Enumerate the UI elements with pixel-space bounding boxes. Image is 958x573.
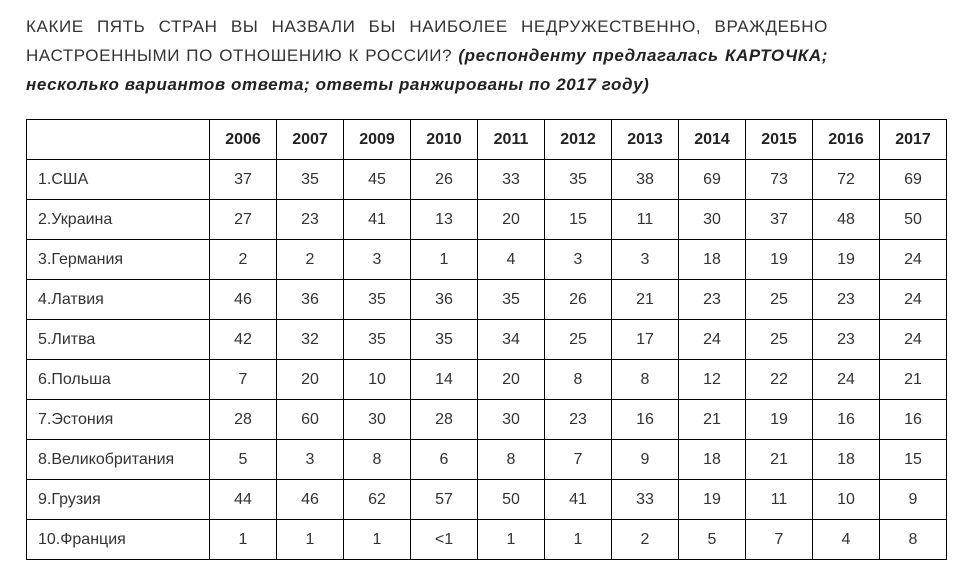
- year-header-2017: 2017: [880, 120, 947, 160]
- value-cell: 21: [679, 400, 746, 440]
- value-cell: 41: [344, 200, 411, 240]
- value-cell: 17: [612, 320, 679, 360]
- question-text: КАКИЕ ПЯТЬ СТРАН ВЫ НАЗВАЛИ БЫ НАИБОЛЕЕ НЕДРУЖЕСТВЕННО, ВРАЖДЕБНО НАСТРОЕННЫМИ ПО ОТНОШЕНИЮ К РОССИИ?: [26, 17, 828, 65]
- country-cell: 9.Грузия: [27, 480, 210, 520]
- value-cell: 16: [880, 400, 947, 440]
- value-cell: 25: [545, 320, 612, 360]
- value-cell: 36: [277, 280, 344, 320]
- year-header-2014: 2014: [679, 120, 746, 160]
- value-cell: 1: [478, 520, 545, 560]
- value-cell: 23: [277, 200, 344, 240]
- value-cell: 12: [679, 360, 746, 400]
- table-row: [27, 480, 947, 520]
- value-cell: 5: [210, 440, 277, 480]
- value-cell: 13: [411, 200, 478, 240]
- table-row: [27, 360, 947, 400]
- value-cell: 6: [411, 440, 478, 480]
- year-header-2012: 2012: [545, 120, 612, 160]
- value-cell: 37: [210, 160, 277, 200]
- value-cell: 9: [612, 440, 679, 480]
- value-cell: 38: [612, 160, 679, 200]
- table-row: [27, 280, 947, 320]
- value-cell: 10: [813, 480, 880, 520]
- value-cell: 8: [612, 360, 679, 400]
- value-cell: 3: [545, 240, 612, 280]
- year-header-2010: 2010: [411, 120, 478, 160]
- value-cell: 3: [612, 240, 679, 280]
- value-cell: 19: [813, 240, 880, 280]
- value-cell: 35: [344, 280, 411, 320]
- year-header-2006: 2006: [210, 120, 277, 160]
- value-cell: 8: [880, 520, 947, 560]
- value-cell: 8: [344, 440, 411, 480]
- header-corner-cell: [27, 120, 210, 160]
- value-cell: 1: [411, 240, 478, 280]
- table-row: [27, 400, 947, 440]
- year-header-2015: 2015: [746, 120, 813, 160]
- value-cell: 2: [277, 240, 344, 280]
- country-cell: 1.США: [27, 160, 210, 200]
- value-cell: 10: [344, 360, 411, 400]
- value-cell: 72: [813, 160, 880, 200]
- value-cell: 20: [277, 360, 344, 400]
- year-header-2011: 2011: [478, 120, 545, 160]
- value-cell: 4: [478, 240, 545, 280]
- value-cell: 1: [344, 520, 411, 560]
- table-row: [27, 520, 947, 560]
- header-row: [27, 120, 947, 160]
- value-cell: 35: [344, 320, 411, 360]
- value-cell: 24: [813, 360, 880, 400]
- value-cell: 35: [411, 320, 478, 360]
- value-cell: 33: [478, 160, 545, 200]
- value-cell: 37: [746, 200, 813, 240]
- value-cell: 48: [813, 200, 880, 240]
- value-cell: 21: [880, 360, 947, 400]
- country-cell: 6.Польша: [27, 360, 210, 400]
- value-cell: 26: [411, 160, 478, 200]
- table-row: [27, 440, 947, 480]
- value-cell: 9: [880, 480, 947, 520]
- value-cell: 18: [679, 240, 746, 280]
- value-cell: 2: [612, 520, 679, 560]
- value-cell: 4: [813, 520, 880, 560]
- value-cell: 21: [612, 280, 679, 320]
- value-cell: 57: [411, 480, 478, 520]
- value-cell: 34: [478, 320, 545, 360]
- value-cell: 35: [545, 160, 612, 200]
- country-cell: 4.Латвия: [27, 280, 210, 320]
- country-cell: 3.Германия: [27, 240, 210, 280]
- value-cell: 24: [880, 240, 947, 280]
- year-header-2009: 2009: [344, 120, 411, 160]
- value-cell: 73: [746, 160, 813, 200]
- value-cell: 50: [880, 200, 947, 240]
- value-cell: 30: [344, 400, 411, 440]
- value-cell: 5: [679, 520, 746, 560]
- year-header-2013: 2013: [612, 120, 679, 160]
- value-cell: 41: [545, 480, 612, 520]
- value-cell: 28: [210, 400, 277, 440]
- year-header-2007: 2007: [277, 120, 344, 160]
- value-cell: 3: [344, 240, 411, 280]
- country-cell: 10.Франция: [27, 520, 210, 560]
- value-cell: 23: [813, 320, 880, 360]
- value-cell: 21: [746, 440, 813, 480]
- value-cell: 24: [880, 280, 947, 320]
- value-cell: <1: [411, 520, 478, 560]
- value-cell: 3: [277, 440, 344, 480]
- value-cell: 62: [344, 480, 411, 520]
- value-cell: 14: [411, 360, 478, 400]
- value-cell: 1: [545, 520, 612, 560]
- value-cell: 24: [880, 320, 947, 360]
- value-cell: 30: [679, 200, 746, 240]
- country-cell: 5.Литва: [27, 320, 210, 360]
- value-cell: 23: [813, 280, 880, 320]
- value-cell: 19: [746, 400, 813, 440]
- value-cell: 11: [746, 480, 813, 520]
- value-cell: 24: [679, 320, 746, 360]
- country-cell: 8.Великобритания: [27, 440, 210, 480]
- value-cell: 20: [478, 200, 545, 240]
- value-cell: 25: [746, 280, 813, 320]
- value-cell: 42: [210, 320, 277, 360]
- value-cell: 1: [277, 520, 344, 560]
- survey-question: [26, 12, 828, 99]
- value-cell: 46: [277, 480, 344, 520]
- value-cell: 27: [210, 200, 277, 240]
- year-header-2016: 2016: [813, 120, 880, 160]
- table-row: [27, 320, 947, 360]
- value-cell: 16: [612, 400, 679, 440]
- value-cell: 15: [880, 440, 947, 480]
- value-cell: 36: [411, 280, 478, 320]
- value-cell: 50: [478, 480, 545, 520]
- value-cell: 2: [210, 240, 277, 280]
- country-cell: 2.Украина: [27, 200, 210, 240]
- value-cell: 69: [880, 160, 947, 200]
- value-cell: 11: [612, 200, 679, 240]
- value-cell: 44: [210, 480, 277, 520]
- table-row: [27, 240, 947, 280]
- value-cell: 23: [545, 400, 612, 440]
- value-cell: 46: [210, 280, 277, 320]
- value-cell: 19: [679, 480, 746, 520]
- value-cell: 16: [813, 400, 880, 440]
- value-cell: 20: [478, 360, 545, 400]
- value-cell: 7: [545, 440, 612, 480]
- value-cell: 69: [679, 160, 746, 200]
- value-cell: 30: [478, 400, 545, 440]
- results-table: [26, 119, 947, 560]
- value-cell: 8: [478, 440, 545, 480]
- value-cell: 60: [277, 400, 344, 440]
- value-cell: 28: [411, 400, 478, 440]
- country-cell: 7.Эстония: [27, 400, 210, 440]
- value-cell: 1: [210, 520, 277, 560]
- value-cell: 15: [545, 200, 612, 240]
- table-body: [27, 160, 947, 560]
- value-cell: 19: [746, 240, 813, 280]
- table-row: [27, 200, 947, 240]
- value-cell: 33: [612, 480, 679, 520]
- question-note: (респонденту предлагалась КАРТОЧКА; несколько вариантов ответа; ответы ранжированы по 2017 году): [26, 46, 828, 94]
- value-cell: 26: [545, 280, 612, 320]
- value-cell: 7: [746, 520, 813, 560]
- value-cell: 25: [746, 320, 813, 360]
- value-cell: 23: [679, 280, 746, 320]
- value-cell: 7: [210, 360, 277, 400]
- value-cell: 32: [277, 320, 344, 360]
- table-row: [27, 160, 947, 200]
- value-cell: 18: [679, 440, 746, 480]
- value-cell: 35: [277, 160, 344, 200]
- results-table-container: [26, 119, 947, 560]
- value-cell: 45: [344, 160, 411, 200]
- value-cell: 22: [746, 360, 813, 400]
- value-cell: 35: [478, 280, 545, 320]
- value-cell: 18: [813, 440, 880, 480]
- value-cell: 8: [545, 360, 612, 400]
